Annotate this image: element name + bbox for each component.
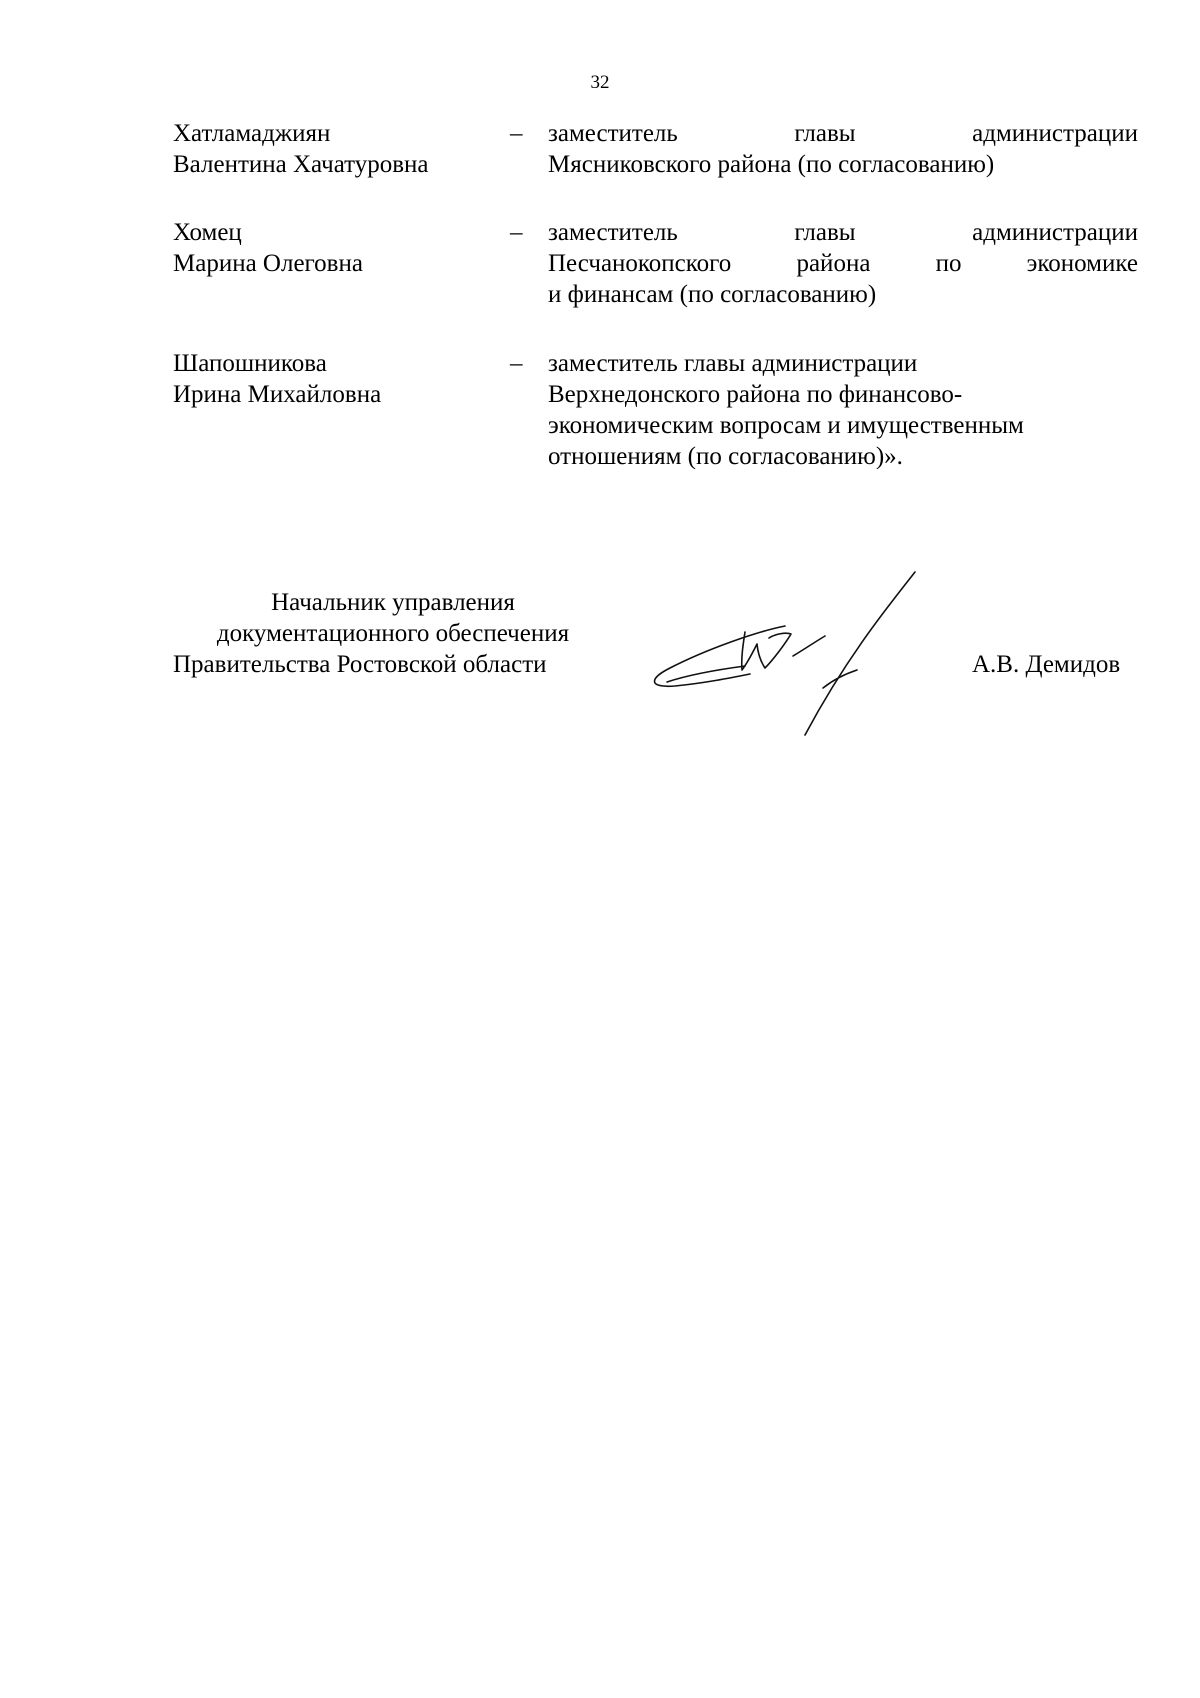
position-line: экономическим вопросам и имущественным (548, 412, 1024, 439)
member-surname: Хатламаджиян (173, 120, 331, 147)
position-line: заместитель главы администрации (548, 120, 1138, 147)
position-line: и финансам (по согласованию) (548, 281, 877, 308)
signer-title-line: Начальник управления (271, 589, 515, 616)
member-surname: Хомец (173, 219, 242, 246)
member-given-names: Марина Олеговна (173, 250, 363, 277)
position-line: Песчанокопского района по экономике (548, 250, 1138, 277)
signer-title-line: документационного обеспечения (216, 620, 570, 647)
signer-title-line: Правительства Ростовской области (173, 651, 547, 678)
member-position (548, 348, 1138, 472)
member-name (173, 118, 493, 180)
position-line: заместитель главы администрации (548, 219, 1138, 246)
position-line: отношениям (по согласованию)». (548, 443, 903, 470)
separator-dash: – (510, 350, 523, 377)
separator-dash: – (510, 120, 523, 147)
member-given-names: Валентина Хачатуровна (173, 151, 429, 178)
page-number: 32 (590, 72, 610, 93)
member-position (548, 217, 1138, 310)
signer-name: А.В. Демидов (972, 651, 1121, 678)
member-name (173, 348, 493, 410)
separator-dash: – (510, 219, 523, 246)
signer-title (173, 587, 613, 680)
member-name (173, 217, 493, 279)
position-line: Мясниковского района (по согласованию) (548, 151, 995, 178)
member-position (548, 118, 1138, 180)
position-line: Верхнедонского района по финансово- (548, 381, 963, 408)
position-line: заместитель главы администрации (548, 350, 918, 377)
handwritten-signature (645, 570, 945, 740)
member-surname: Шапошникова (173, 350, 327, 377)
member-given-names: Ирина Михайловна (173, 381, 382, 408)
